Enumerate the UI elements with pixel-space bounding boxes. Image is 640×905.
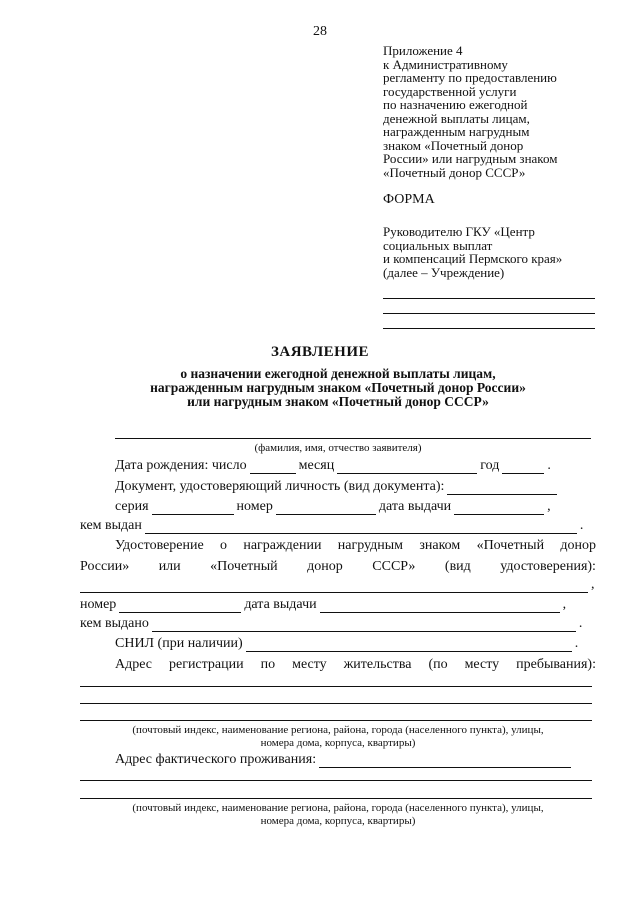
cert-number-label: номер — [80, 597, 117, 612]
word: месту — [292, 657, 327, 672]
cert-number-row — [80, 597, 600, 613]
reg-address-field[interactable] — [80, 686, 592, 687]
addressee-line: Руководителю ГКУ «Центр — [383, 224, 535, 239]
applicant-name-field[interactable] — [383, 328, 595, 329]
actual-address-field[interactable] — [319, 753, 571, 768]
certificate-type-field[interactable] — [80, 578, 588, 593]
word: донор — [307, 559, 343, 574]
applicant-name-field[interactable] — [383, 313, 595, 314]
reg-address-field[interactable] — [80, 720, 592, 721]
number-field[interactable] — [276, 500, 376, 515]
subtitle-line: награжденным нагрудным знаком «Почетный донор России» — [150, 380, 526, 395]
word: Удостоверение — [115, 538, 204, 553]
word: о — [220, 538, 228, 553]
word: или — [158, 559, 181, 574]
addressee-block — [383, 225, 613, 279]
actual-address-caption — [80, 802, 596, 828]
word: по — [260, 657, 276, 672]
appendix-line: Приложение 4 — [383, 43, 463, 58]
birth-year-field[interactable] — [502, 459, 544, 474]
word: удостоверения): — [500, 559, 596, 574]
document-subtitle — [80, 367, 596, 409]
punctuation: , — [562, 597, 567, 612]
word: (по — [428, 657, 448, 672]
addressee-line: (далее – Учреждение) — [383, 264, 505, 280]
actual-address-field[interactable] — [80, 780, 592, 781]
appendix-line: регламенту по предоставлению — [383, 70, 557, 85]
certificate-line-1 — [115, 538, 596, 554]
birth-month-label: месяц — [298, 458, 335, 473]
punctuation: . — [547, 458, 551, 473]
cert-issued-by-field[interactable] — [152, 617, 576, 632]
series-label: серия — [115, 499, 149, 514]
document-title: ЗАЯВЛЕНИЕ — [270, 344, 370, 360]
appendix-line: по назначению ежегодной — [383, 97, 528, 112]
word: знаком — [419, 538, 461, 553]
appendix-line: государственной услуги — [383, 83, 517, 99]
reg-address-label — [115, 657, 596, 673]
caption-line: (почтовый индекс, наименование региона, района, города (населенного пункта), улицы, — [132, 802, 544, 814]
document-label: Документ, удостоверяющий личность (вид документа): — [115, 479, 445, 494]
punctuation: . — [579, 518, 584, 533]
series-field[interactable] — [152, 500, 234, 515]
caption-line: номера дома, корпуса, квартиры) — [260, 737, 416, 749]
word: награждении — [243, 538, 322, 553]
number-label: номер — [236, 499, 273, 514]
series-row — [115, 499, 605, 515]
word: Адрес — [115, 657, 153, 672]
issue-date-field[interactable] — [454, 500, 544, 515]
word: «Почетный — [476, 538, 545, 553]
birth-day-field[interactable] — [250, 459, 296, 474]
word: жительства — [343, 657, 412, 672]
cert-issue-date-field[interactable] — [320, 598, 560, 613]
word: нагрудным — [337, 538, 404, 553]
word: России» — [80, 559, 130, 574]
word: пребывания): — [516, 657, 596, 672]
fio-caption: (фамилия, имя, отчество заявителя) — [254, 442, 422, 454]
appendix-line: «Почетный донор СССР» — [383, 164, 526, 180]
applicant-name-field[interactable] — [383, 298, 595, 299]
subtitle-line: о назначении ежегодной денежной выплаты лицам, — [180, 366, 496, 381]
actual-address-field[interactable] — [80, 798, 592, 799]
punctuation: , — [591, 577, 595, 592]
word: «Почетный — [210, 559, 278, 574]
issued-by-row — [80, 518, 600, 534]
issue-date-label: дата выдачи — [378, 499, 452, 514]
punctuation: . — [574, 636, 579, 651]
punctuation: , — [547, 499, 551, 514]
certificate-line-2 — [80, 559, 596, 575]
issued-by-field[interactable] — [145, 519, 577, 534]
word: месту — [464, 657, 500, 672]
appendix-line: знаком «Почетный донор — [383, 137, 524, 153]
cert-issue-date-label: дата выдачи — [244, 597, 317, 612]
appendix-line: денежной выплаты лицам, — [383, 110, 530, 126]
caption-line: номера дома, корпуса, квартиры) — [260, 815, 416, 827]
appendix-line: России» или нагрудным знаком — [383, 151, 558, 166]
word: (вид — [444, 559, 471, 574]
birth-year-label: год — [480, 458, 500, 473]
page-number: 28 — [313, 24, 327, 39]
document-row — [115, 479, 595, 495]
document-type-field[interactable] — [447, 480, 557, 495]
birth-label: Дата рождения: число — [115, 458, 247, 473]
cert-number-field[interactable] — [119, 598, 241, 613]
birth-month-field[interactable] — [337, 459, 477, 474]
reg-address-caption — [80, 724, 596, 750]
subtitle-line: или нагрудным знаком «Почетный донор СССР» — [187, 394, 489, 409]
word: СССР» — [372, 559, 416, 574]
appendix-block — [383, 44, 613, 179]
actual-address-row — [115, 752, 595, 768]
certificate-type-row — [80, 577, 605, 593]
addressee-line: социальных выплат — [383, 237, 493, 253]
snils-field[interactable] — [246, 637, 572, 652]
appendix-line: к Административному — [383, 56, 508, 72]
addressee-line: и компенсаций Пермского края» — [383, 251, 563, 266]
form-label: ФОРМА — [383, 192, 435, 207]
issued-by-label: кем выдан — [80, 518, 142, 533]
punctuation: . — [578, 616, 583, 631]
snils-row — [115, 636, 605, 652]
appendix-line: награжденным нагрудным — [383, 124, 530, 139]
word: донор — [560, 538, 596, 553]
word: регистрации — [168, 657, 244, 672]
birth-date-row — [115, 458, 595, 474]
cert-issued-by-label: кем выдано — [80, 616, 149, 631]
caption-line: (почтовый индекс, наименование региона, района, города (населенного пункта), улицы, — [132, 724, 544, 736]
snils-label: СНИЛ (при наличии) — [115, 636, 243, 651]
fio-field[interactable] — [115, 438, 591, 439]
actual-address-label: Адрес фактического проживания: — [115, 752, 317, 767]
cert-issued-by-row — [80, 616, 600, 632]
reg-address-field[interactable] — [80, 703, 592, 704]
